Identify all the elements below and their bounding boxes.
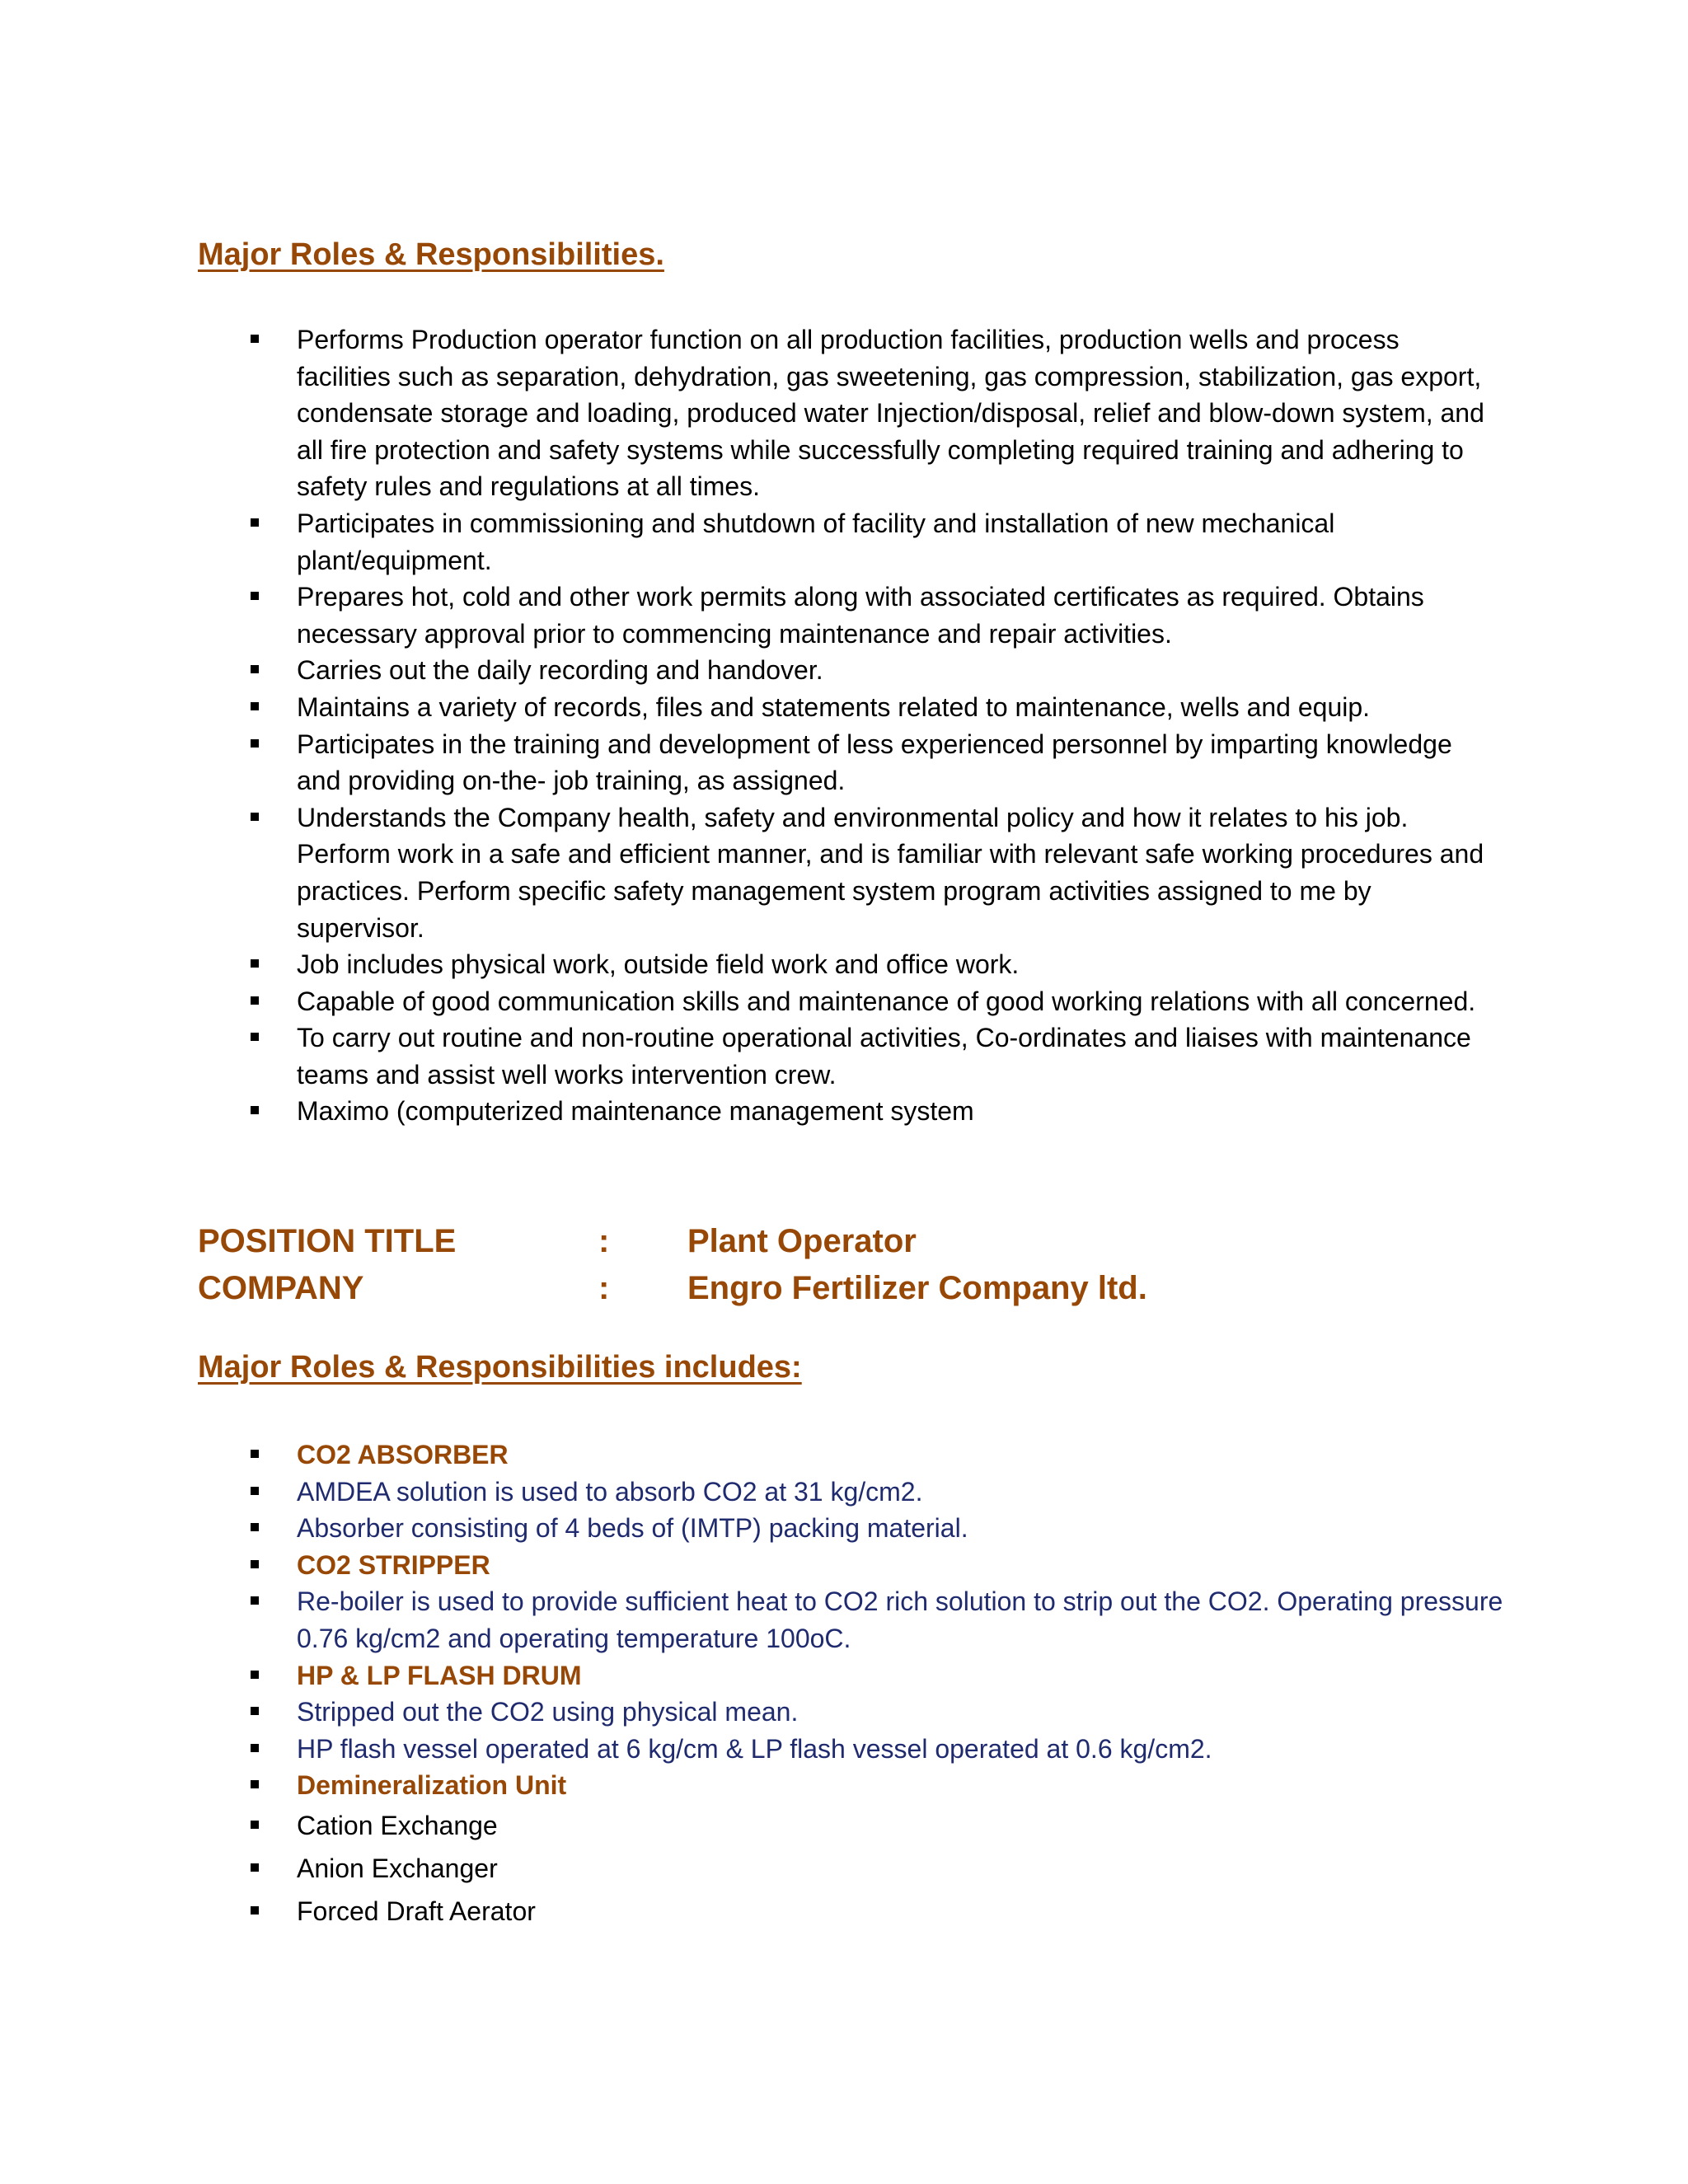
square-bullet-icon — [251, 592, 259, 600]
company-label: COMPANY — [198, 1270, 364, 1306]
list-item — [251, 799, 1503, 946]
list-item — [251, 946, 1503, 983]
list-item-text: Performs Production operator function on all production facilities, production wells and process facilities such as separation, dehydration, gas sweetening, gas compression, stabilization, gas export, condensate storage and loading, produced water Injection/disposal, relief and blow-down system, and all fire protection and safety systems while successfully completing required training and adhering to safety rules and regulations at all times. — [297, 325, 1484, 502]
square-bullet-icon — [251, 1450, 259, 1458]
square-bullet-icon — [251, 1821, 259, 1829]
list-item-text: Maintains a variety of records, files and statements related to maintenance, wells and equip. — [297, 691, 1371, 722]
square-bullet-icon — [251, 518, 259, 527]
list-item — [251, 726, 1503, 799]
list-item — [251, 652, 1503, 689]
position-title-label: POSITION TITLE — [198, 1223, 457, 1259]
square-bullet-icon — [251, 1487, 259, 1495]
list-item — [251, 1093, 1503, 1130]
list-item-text: Maximo (computerized maintenance management system — [297, 1096, 974, 1127]
square-bullet-icon — [251, 1744, 259, 1752]
square-bullet-icon — [251, 665, 259, 673]
list-item — [251, 1731, 1503, 1768]
list-item-text: Understands the Company health, safety and environmental policy and how it relates to his job. Perform work in a safe and efficient manner, and is familiar with relevant safe working procedures and practices. Perform specific safety management system program activities assigned to me by supervisor. — [297, 802, 1484, 943]
list-item — [251, 983, 1503, 1020]
list-item — [251, 1474, 1503, 1511]
square-bullet-icon — [251, 1906, 259, 1915]
company-value: Engro Fertilizer Company ltd. — [687, 1270, 1147, 1306]
square-bullet-icon — [251, 702, 259, 710]
list-item-text: To carry out routine and non-routine operational activities, Co-ordinates and liaises with maintenance teams and assist well works intervention crew. — [297, 1023, 1471, 1090]
list-item-text: HP flash vessel operated at 6 kg/cm & LP flash vessel operated at 0.6 kg/cm2. — [297, 1733, 1212, 1764]
list-item — [251, 1890, 1503, 1933]
square-bullet-icon — [251, 1106, 259, 1114]
list-item-text: Cation Exchange — [297, 1810, 498, 1840]
list-item-text: Anion Exchanger — [297, 1853, 498, 1883]
list-item-text: CO2 ABSORBER — [297, 1440, 509, 1469]
square-bullet-icon — [251, 996, 259, 1005]
list-item — [251, 579, 1503, 652]
list-item — [251, 321, 1503, 505]
section-heading-roles-includes: Major Roles & Responsibilities includes: — [198, 1350, 802, 1385]
square-bullet-icon — [251, 1596, 259, 1605]
list-item — [251, 1804, 1503, 1847]
square-bullet-icon — [251, 959, 259, 968]
list-item-text: Demineralization Unit — [297, 1770, 567, 1801]
company-separator: : — [598, 1270, 610, 1306]
list-item — [251, 1547, 1503, 1584]
list-item-text: CO2 STRIPPER — [297, 1549, 490, 1580]
position-title-separator: : — [598, 1223, 610, 1259]
list-item-text: AMDEA solution is used to absorb CO2 at 31 kg/cm2. — [297, 1476, 923, 1507]
list-item — [251, 1510, 1503, 1547]
list-item-text: Forced Draft Aerator — [297, 1896, 536, 1926]
square-bullet-icon — [251, 1707, 259, 1715]
square-bullet-icon — [251, 1033, 259, 1041]
plant-units-list — [251, 1436, 1503, 1933]
list-item — [251, 1583, 1503, 1657]
list-item — [251, 1847, 1503, 1890]
list-item — [251, 1694, 1503, 1731]
square-bullet-icon — [251, 813, 259, 821]
responsibilities-list — [251, 321, 1503, 1130]
square-bullet-icon — [251, 1780, 259, 1788]
list-item — [251, 1767, 1503, 1804]
list-item — [251, 1436, 1503, 1474]
square-bullet-icon — [251, 1671, 259, 1679]
list-item — [251, 1657, 1503, 1694]
list-item-text: Participates in the training and development of less experienced personnel by imparting knowledge and providing on-the- job training, as assigned. — [297, 729, 1452, 796]
list-item — [251, 1019, 1503, 1093]
list-item — [251, 689, 1503, 726]
square-bullet-icon — [251, 739, 259, 748]
list-item — [251, 505, 1503, 579]
square-bullet-icon — [251, 335, 259, 343]
list-item-text: HP & LP FLASH DRUM — [297, 1660, 582, 1690]
list-item-text: Job includes physical work, outside field work and office work. — [297, 949, 1020, 980]
list-item-text: Carries out the daily recording and handover. — [297, 655, 823, 686]
square-bullet-icon — [251, 1863, 259, 1872]
position-title-value: Plant Operator — [687, 1223, 917, 1259]
list-item-text: Prepares hot, cold and other work permits along with associated certificates as required. Obtains necessary approval prior to commencing maintenance and repair activities. — [297, 582, 1424, 649]
list-item-text: Participates in commissioning and shutdown of facility and installation of new mechanical plant/equipment. — [297, 508, 1335, 575]
section-heading-roles: Major Roles & Responsibilities. — [198, 237, 664, 272]
square-bullet-icon — [251, 1523, 259, 1531]
list-item-text: Absorber consisting of 4 beds of (IMTP) packing material. — [297, 1513, 968, 1544]
list-item-text: Re-boiler is used to provide sufficient heat to CO2 rich solution to strip out the CO2. Operating pressure 0.76 kg/cm2 and operating temperature 100oC. — [297, 1586, 1503, 1653]
list-item-text: Stripped out the CO2 using physical mean. — [297, 1697, 799, 1727]
list-item-text: Capable of good communication skills and maintenance of good working relations with all concerned. — [297, 986, 1476, 1016]
square-bullet-icon — [251, 1560, 259, 1568]
